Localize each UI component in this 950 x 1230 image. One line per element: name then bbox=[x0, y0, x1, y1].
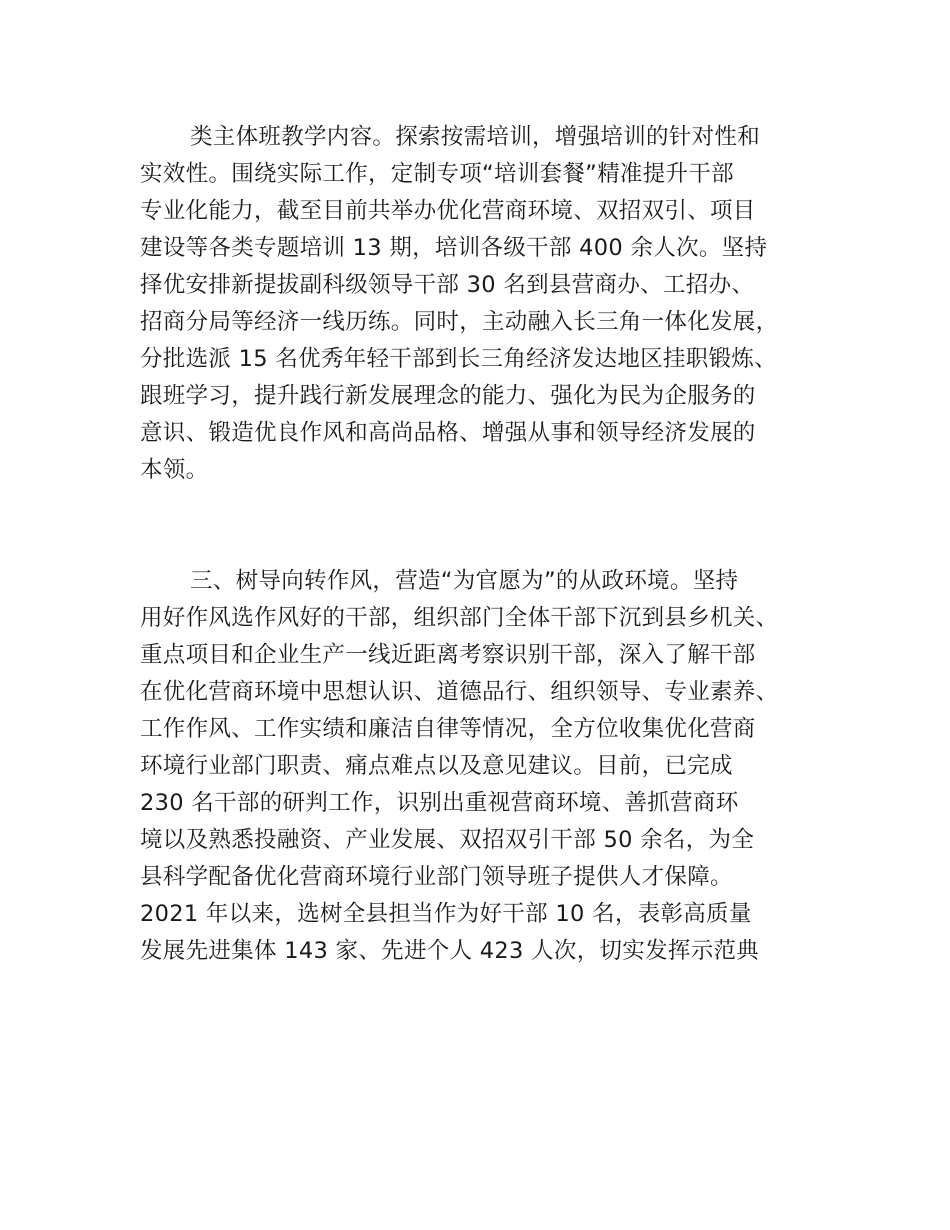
paragraph-2-line-5: 工作作风、工作实绩和廉洁自律等情况，全方位收集优化营商 bbox=[140, 716, 756, 742]
paragraph-2-line-6: 环境行业部门职责、痛点难点以及意见建议。目前，已完成 bbox=[140, 753, 733, 779]
paragraph-1-line-9: 意识、锻造优良作风和高尚品格、增强从事和领导经济发展的 bbox=[140, 420, 756, 446]
paragraph-2-line-11: 发展先进集体 143 家、先进个人 423 人次，切实发挥示范典 bbox=[140, 938, 760, 964]
paragraph-1-line-3: 专业化能力，截至目前共举办优化营商环境、双招双引、项目 bbox=[140, 198, 756, 224]
paragraph-1-line-1: 类主体班教学内容。探索按需培训，增强培训的针对性和 bbox=[190, 124, 761, 150]
paragraph-1-line-5: 择优安排新提拔副科级领导干部 30 名到县营商办、工招办、 bbox=[140, 272, 755, 298]
paragraph-2-line-1: 三、树导向转作风，营造“为官愿为”的从政环境。坚持 bbox=[190, 568, 739, 594]
paragraph-1-line-7: 分批选派 15 名优秀年轻干部到长三角经济发达地区挂职锻炼、 bbox=[140, 346, 777, 372]
paragraph-1-line-6: 招商分局等经济一线历练。同时，主动融入长三角一体化发展， bbox=[140, 309, 779, 335]
paragraph-1-line-8: 跟班学习，提升践行新发展理念的能力、强化为民为企服务的 bbox=[140, 383, 756, 409]
paragraph-1-line-4: 建设等各类专题培训 13 期，培训各级干部 400 余人次。坚持 bbox=[140, 235, 768, 261]
paragraph-2-line-10: 2021 年以来，选树全县担当作为好干部 10 名，表彰高质量 bbox=[140, 901, 752, 927]
paragraph-2-line-9: 县科学配备优化营商环境行业部门领导班子提供人才保障。 bbox=[140, 864, 733, 890]
paragraph-1-line-2: 实效性。围绕实际工作，定制专项“培训套餐”精准提升干部 bbox=[140, 161, 734, 187]
paragraph-2-line-2: 用好作风选作风好的干部，组织部门全体干部下沉到县乡机关、 bbox=[140, 605, 779, 631]
paragraph-2-line-7: 230 名干部的研判工作，识别出重视营商环境、善抓营商环 bbox=[140, 790, 739, 816]
paragraph-2-line-3: 重点项目和企业生产一线近距离考察识别干部，深入了解干部 bbox=[140, 642, 756, 668]
paragraph-2-line-8: 境以及熟悉投融资、产业发展、双招双引干部 50 余名，为全 bbox=[140, 827, 755, 853]
paragraph-2-line-4: 在优化营商环境中思想认识、道德品行、组织领导、专业素养、 bbox=[140, 679, 779, 705]
paragraph-1-line-10: 本领。 bbox=[140, 457, 209, 483]
